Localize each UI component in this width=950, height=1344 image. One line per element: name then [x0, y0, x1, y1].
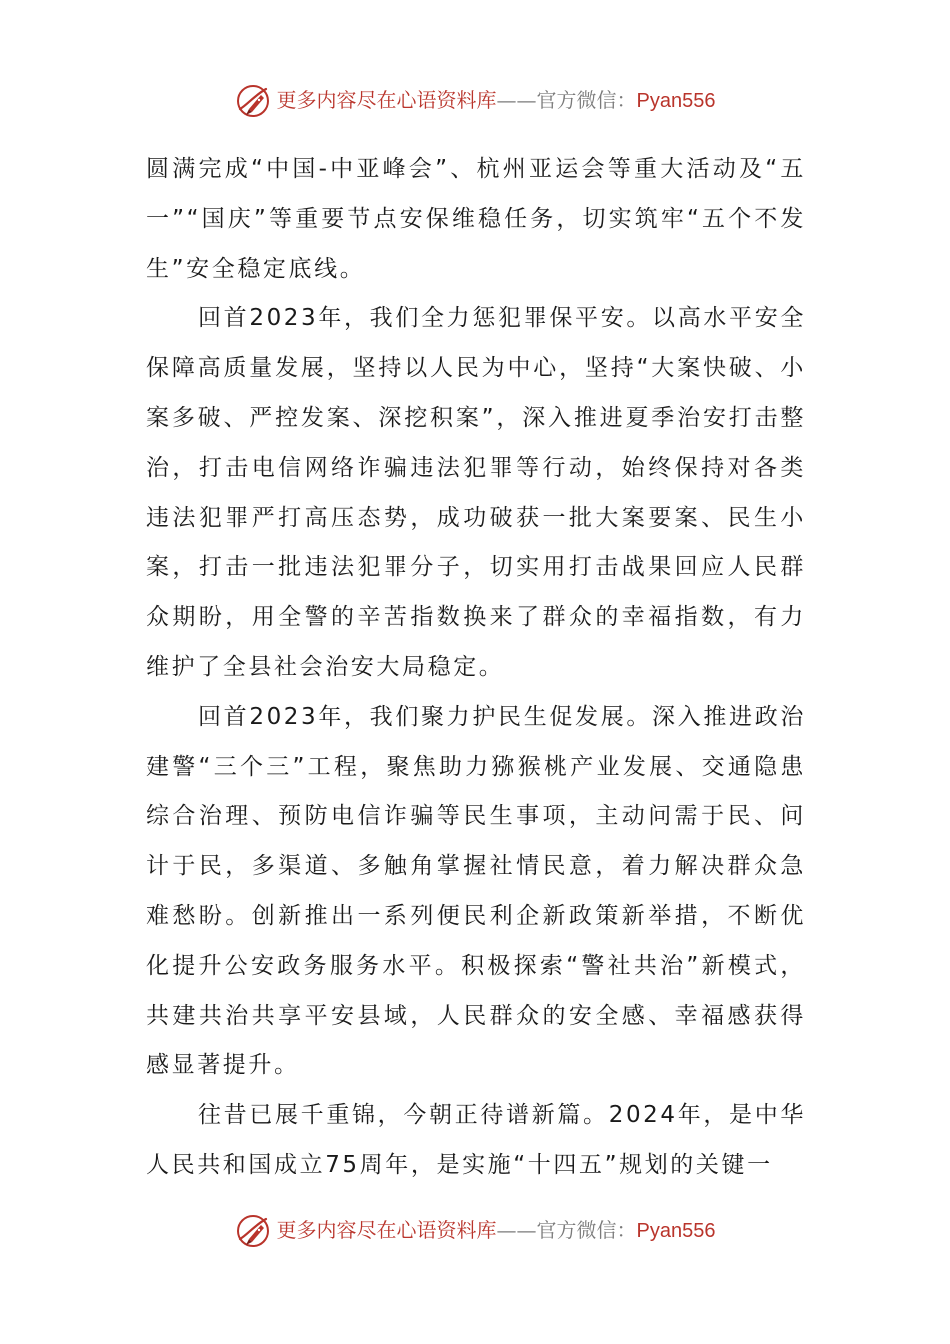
footer-wechat-id: Pyan556: [636, 1220, 716, 1242]
header-wechat-id: Pyan556: [636, 90, 716, 112]
footer-wechat-label: 官方微信：: [536, 1218, 637, 1242]
header-dash: ——: [496, 88, 537, 112]
footer-watermark-text: [277, 1212, 716, 1249]
footer-watermark-banner: [0, 1212, 950, 1249]
footer-dash: ——: [496, 1218, 537, 1242]
pen-nib-swirl-icon: [235, 1213, 271, 1249]
document-body: [146, 145, 806, 1191]
pen-nib-swirl-icon: [235, 83, 271, 119]
header-watermark-text: [277, 82, 716, 119]
footer-main-text: 更多内容尽在心语资料库: [276, 1218, 497, 1242]
paragraph-outlook-2024: 往昔已展千重锦，今朝正待谱新篇。2024年，是中华人民共和国成立75周年，是实施“十四五”规划的关键一: [146, 1102, 806, 1178]
header-main-text: 更多内容尽在心语资料库: [276, 88, 497, 112]
header-wechat-label: 官方微信：: [536, 88, 637, 112]
paragraph-crime-fighting: 回首2023年，我们全力惩犯罪保平安。以高水平安全保障高质量发展，坚持以人民为中心，坚持“大案快破、小案多破、严控发案、深挖积案”，深入推进夏季治安打击整治，打击电信网络诈骗违法犯罪等行动，始终保持对各类违法犯罪严打高压态势，成功破获一批大案要案、民生小案，打击一批违法犯罪分子，切实用打击战果回应人民群众期盼，用全警的辛苦指数换来了群众的幸福指数，有力维护了全县社会治安大局稳定。: [146, 305, 806, 680]
header-watermark-banner: [0, 82, 950, 119]
paragraph-livelihood: 回首2023年，我们聚力护民生促发展。深入推进政治建警“三个三”工程，聚焦助力猕猴桃产业发展、交通隐患综合治理、预防电信诈骗等民生事项，主动问需于民、问计于民，多渠道、多触角掌握社情民意，着力解决群众急难愁盼。创新推出一系列便民利企新政策新举措，不断优化提升公安政务服务水平。积极探索“警社共治”新模式，共建共治共享平安县域，人民群众的安全感、幸福感获得感显著提升。: [146, 703, 806, 1079]
paragraph-continuation: 圆满完成“中国-中亚峰会”、杭州亚运会等重大活动及“五一”“国庆”等重要节点安保维稳任务，切实筑牢“五个不发生”安全稳定底线。: [146, 156, 806, 282]
